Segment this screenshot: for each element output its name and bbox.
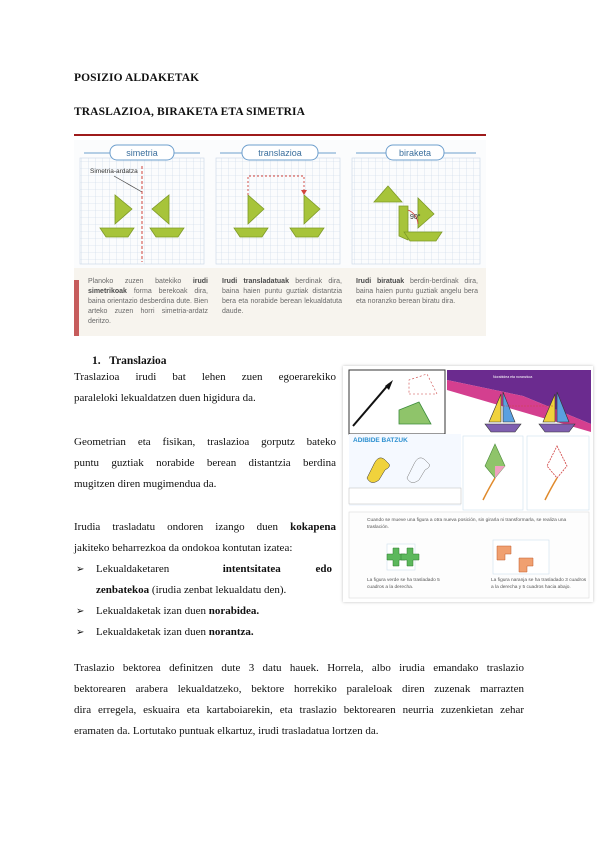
- collage-drawing: [343, 366, 593, 602]
- p3-line1: Irudia trasladatu ondoren izango duen kokapena: [74, 521, 336, 533]
- angle-label: 90°: [410, 214, 421, 221]
- bullet-1: ➢ Lekualdaketaren intentsitatea edo zenbatekoa (irudia zenbat lekualdatu den).: [76, 559, 336, 601]
- section-heading: 1. Translazioa: [92, 355, 167, 367]
- bullet-arrow-icon: ➢: [76, 627, 85, 638]
- caption-simetria: Planoko zuzen batekiko irudi simetrikoak forma berekoak dira, baina orientazio desberdina dute. Bien arteko zuzen horri simetria-ardatz deritzo.: [88, 278, 208, 325]
- bullet-arrow-icon: ➢: [76, 606, 85, 617]
- p1-line2: paraleloki lekualdatzen duen higidura da.: [74, 392, 256, 404]
- grid-translazioa: [216, 158, 340, 264]
- translation-examples-collage: [343, 366, 593, 602]
- figure-transformations: [74, 140, 486, 336]
- hull-upright: [404, 232, 442, 241]
- hull-left: [100, 228, 134, 237]
- closing-line4: eramaten da. Lortutako puntuak elkartuz, irudi trasladatua lortzen da.: [74, 725, 379, 737]
- collage-text-top: Cuando se mueve una figura a otra nueva posición, sin girarla ni transformarla, se realiza una traslación.: [367, 518, 567, 530]
- tab-translazioa-label: translazioa: [258, 148, 302, 158]
- p2-line3: mugitzen diren mugimendua da.: [74, 478, 217, 490]
- caption-biraketa: Irudi biratuak berdin-berdinak dira, baina haien puntu guztiak angelu bera eta noranzko berean biratu dira.: [356, 278, 479, 305]
- symmetry-axis-label: Simetria-ardatza: [90, 168, 138, 175]
- p3-line2: jakiteko beharrezkoa da ondokoa kontutan izatea:: [74, 542, 293, 554]
- red-rule: [74, 134, 486, 136]
- closing-line2: bektorearen arabera lekualdatzeko, bektore horrekiko paraleloak diren zuzenak marrazten: [74, 683, 524, 695]
- hull-right: [150, 228, 184, 237]
- caption-marker: [74, 280, 79, 336]
- tab-simetria-label: simetria: [126, 148, 158, 158]
- collage-text-right: La figura naranja se ha trasladado 3 cuadros a la derecha y 5 cuadros hacia abajo.: [491, 578, 587, 590]
- bullet-2: ➢ Lekualdaketak izan duen norabidea.: [76, 601, 259, 622]
- banner-note: Norabidea eta noranzkoa: [493, 375, 533, 379]
- bullet-arrow-icon: ➢: [76, 564, 85, 575]
- document-subtitle: TRASLAZIOA, BIRAKETA ETA SIMETRIA: [74, 106, 306, 118]
- hull-2: [539, 424, 575, 432]
- closing-line3: dira erregela, eskuaira eta kartaboiarekin, eta traslazio bektorearen neurria zuzenkietan zehar: [74, 704, 524, 716]
- p2-line1: Geometrian eta fisikan, traslazioa gorputz bateko: [74, 436, 336, 448]
- collage-heading: ADIBIDE BATZUK: [353, 437, 408, 444]
- grid-biraketa: [352, 158, 480, 264]
- p1-line1: Traslazioa irudi bat lehen zuen egoerarekiko: [74, 371, 336, 383]
- p2-line2: puntu guztiak norabide berean distantzia berdina: [74, 457, 336, 469]
- hull-translated: [290, 228, 324, 237]
- collage-text-left: La figura verde se ha trasladado 5 cuadros a la derecha.: [367, 578, 440, 590]
- bullet-3: ➢ Lekualdaketak izan duen norantza.: [76, 622, 254, 643]
- hull-original: [234, 228, 268, 237]
- tab-biraketa-label: biraketa: [398, 148, 432, 158]
- caption-translazioa: Irudi transladatuak berdinak dira, baina haien puntu guztiak distantzia bera eta norabide berean lekualdatuta daude.: [222, 278, 342, 315]
- closing-line1: Traslazio bektorea definitzen dute 3 datu hauek. Horrela, albo irudia emandako traslazio: [74, 662, 524, 674]
- document-title: POSIZIO ALDAKETAK: [74, 72, 200, 84]
- hull-1: [485, 424, 521, 432]
